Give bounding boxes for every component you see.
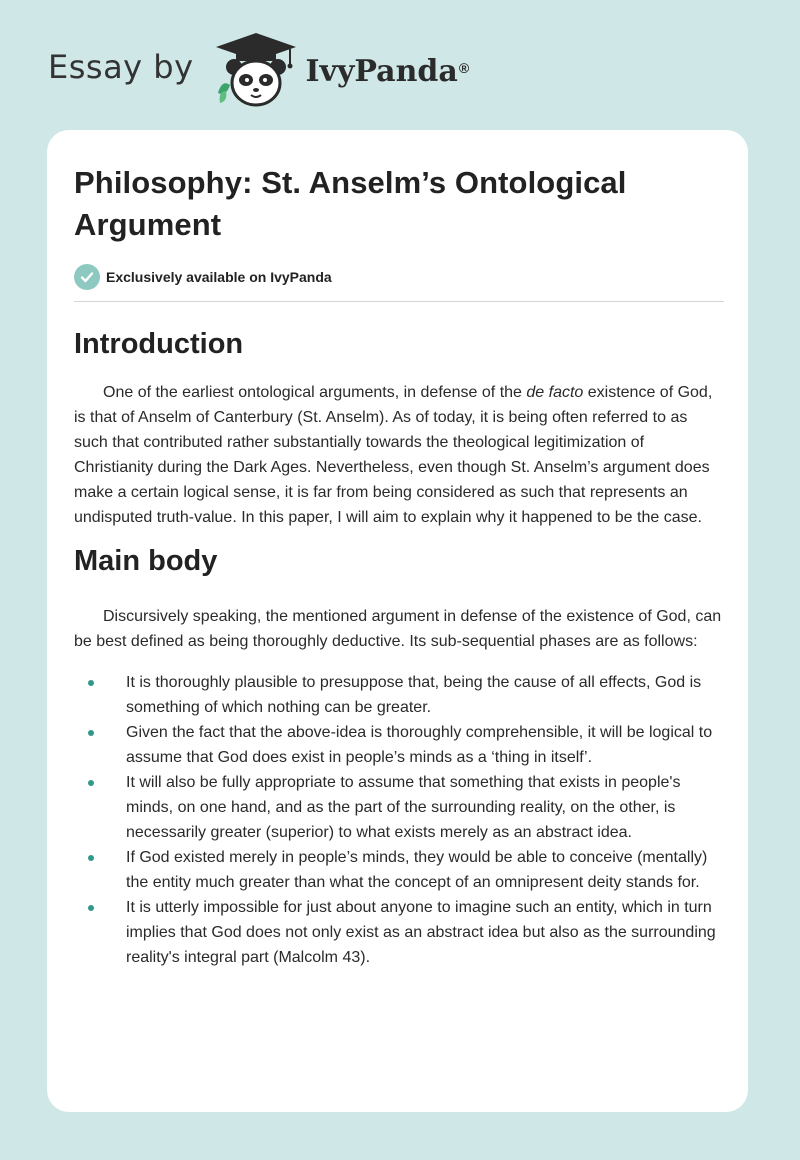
brand-label: IvyPanda: [305, 53, 458, 89]
list-item-text: Given the fact that the above-idea is thoroughly comprehensible, it will be logical to assume that God does exist in people’s minds as a ‘thing in itself’.: [126, 724, 713, 766]
essay-card: [47, 130, 748, 1112]
introduction-heading: Introduction: [74, 328, 244, 360]
bullet-icon: [88, 680, 94, 686]
panda-graduate-icon: [210, 31, 302, 109]
registered-mark: ®: [458, 59, 470, 76]
bullet-icon: [88, 780, 94, 786]
list-item: [74, 670, 724, 720]
list-item-text: It will also be fully appropriate to assume that something that exists in people's minds, on one hand, and as the part of the surrounding reality, on the other, is necessarily greater (superior) to what exists merely as an abstract idea.: [126, 774, 681, 841]
page-title: Philosophy: St. Anselm’s Ontological Argument: [74, 165, 627, 242]
list-item: [74, 845, 724, 895]
list-item: [74, 720, 724, 770]
introduction-paragraph: [74, 380, 724, 530]
site-header: [48, 30, 548, 110]
title-divider: [74, 301, 724, 302]
list-item-text: If God existed merely in people’s minds, they would be able to conceive (mentally) the entity much greater than what the concept of an omnipresent deity stands for.: [126, 849, 708, 891]
argument-list: [74, 670, 724, 970]
main-body-paragraph: Discursively speaking, the mentioned argument in defense of the existence of God, can be best defined as being thoroughly deductive. Its sub-sequential phases are as follows:: [74, 608, 722, 650]
list-item: [74, 770, 724, 845]
list-item-text: It is thoroughly plausible to presuppose that, being the cause of all effects, God is something of which nothing can be greater.: [126, 674, 702, 716]
bullet-icon: [88, 855, 94, 861]
intro-text-part1: One of the earliest ontological arguments, in defense of the: [103, 384, 527, 401]
essay-by-label: Essay by: [48, 48, 194, 86]
essay-content: [74, 162, 724, 970]
intro-italic: de facto: [526, 384, 584, 401]
intro-text-part2: existence of God, is that of Anselm of Canterbury (St. Anselm). As of today, it is being often referred to as such that contributed rather substantially towards the theological legitimization of Christianity during the Dark Ages. Nevertheless, even though St. Anselm’s argument does make a certain logical sense, it is far from being considered as such that represents an undisputed truth-value. In this paper, I will aim to explain why it happened to be the case.: [74, 384, 713, 526]
main-body-heading: Main body: [74, 545, 218, 577]
exclusive-badge: [74, 264, 724, 290]
brand-name[interactable]: [306, 54, 470, 89]
bullet-icon: [88, 905, 94, 911]
checkmark-icon: [74, 264, 100, 290]
bullet-icon: [88, 730, 94, 736]
list-item: [74, 895, 724, 970]
list-item-text: It is utterly impossible for just about anyone to imagine such an entity, which in turn implies that God does not only exist as an abstract idea but also as the surrounding reality's integral part (Malcolm 43).: [126, 899, 716, 966]
badge-text: Exclusively available on IvyPanda: [106, 269, 332, 285]
